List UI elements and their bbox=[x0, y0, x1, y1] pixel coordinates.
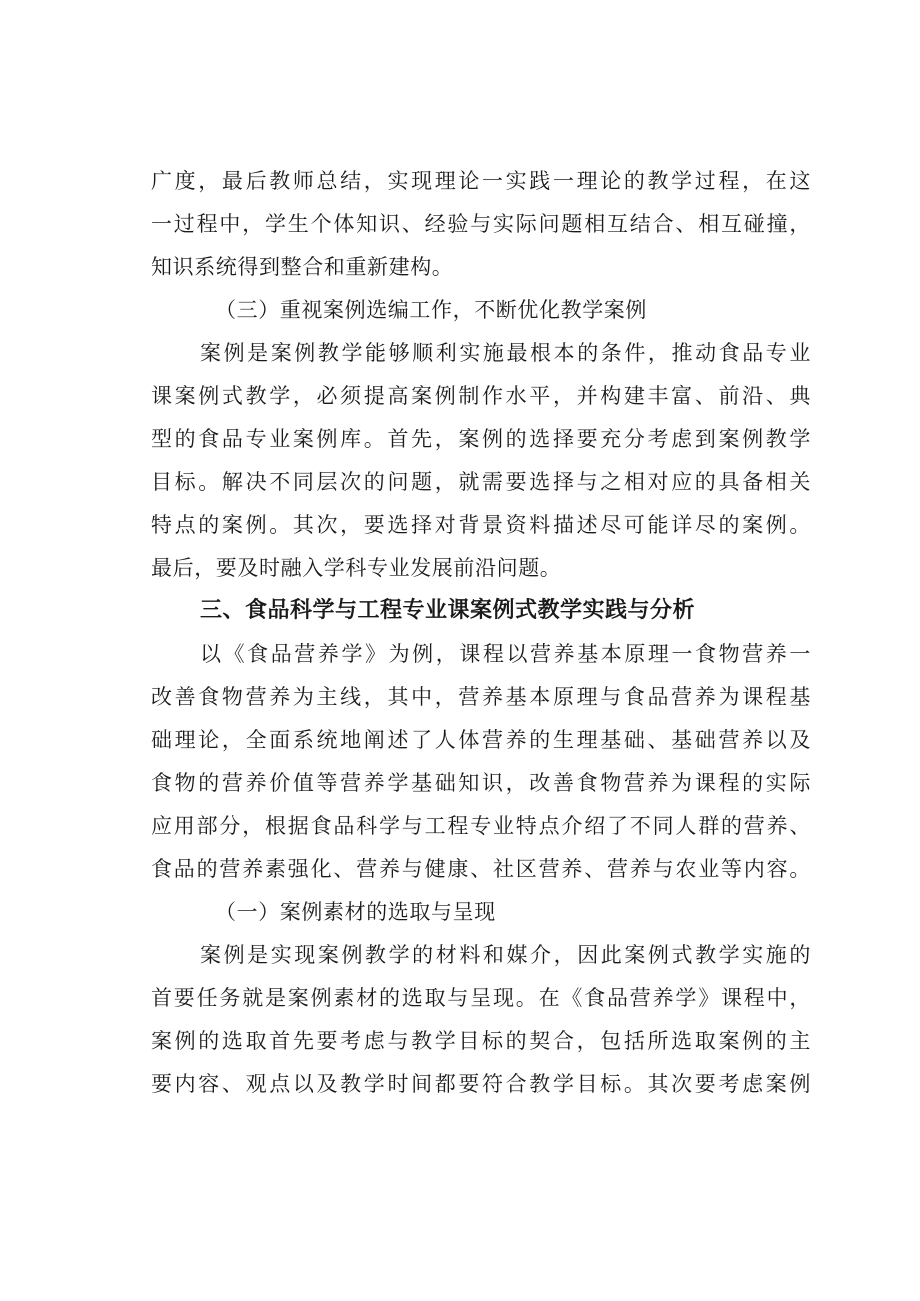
paragraph-1-line-2: 一过程中，学生个体知识、经验与实际问题相互结合、相互碰撞， bbox=[151, 212, 811, 236]
paragraph-2-line-4: 目标。解决不同层次的问题，就需要选择与之相对应的具备相关 bbox=[151, 470, 811, 494]
section-heading-3: 三、食品科学与工程专业课案例式教学实践与分析 bbox=[200, 598, 696, 623]
paragraph-3-line-5: 应用部分，根据食品科学与工程专业特点介绍了不同人群的营养、 bbox=[151, 814, 811, 838]
paragraph-4-line-3: 案例的选取首先要考虑与教学目标的契合，包括所选取案例的主 bbox=[151, 1029, 811, 1053]
subheading-1: （一）案例素材的选取与呈现 bbox=[215, 900, 496, 924]
paragraph-2-line-1: 案例是案例教学能够顺利实施最根本的条件，推动食品专业 bbox=[200, 341, 811, 365]
paragraph-1-line-1: 广度，最后教师总结，实现理论一实践一理论的教学过程，在这 bbox=[151, 169, 811, 193]
paragraph-3-line-6: 食品的营养素强化、营养与健康、社区营养、营养与农业等内容。 bbox=[151, 857, 811, 881]
paragraph-1-line-3: 知识系统得到整合和重新建构。 bbox=[151, 255, 454, 279]
paragraph-2-line-3: 型的食品专业案例库。首先，案例的选择要充分考虑到案例教学 bbox=[151, 427, 811, 451]
paragraph-3-line-1: 以《食品营养学》为例，课程以营养基本原理一食物营养一 bbox=[200, 642, 811, 666]
paragraph-2-line-2: 课案例式教学，必须提高案例制作水平，并构建丰富、前沿、典 bbox=[151, 384, 811, 408]
paragraph-3-line-3: 础理论，全面系统地阐述了人体营养的生理基础、基础营养以及 bbox=[151, 728, 811, 752]
subheading-3: （三）重视案例选编工作，不断优化教学案例 bbox=[215, 298, 647, 322]
paragraph-4-line-2: 首要任务就是案例素材的选取与呈现。在《食品营养学》课程中， bbox=[151, 986, 811, 1010]
paragraph-4-line-4: 要内容、观点以及教学时间都要符合教学目标。其次要考虑案例 bbox=[151, 1072, 811, 1096]
paragraph-4-line-1: 案例是实现案例教学的材料和媒介，因此案例式教学实施的 bbox=[200, 943, 811, 967]
paragraph-3-line-2: 改善食物营养为主线，其中，营养基本原理与食品营养为课程基 bbox=[151, 685, 811, 709]
paragraph-2-line-6: 最后，要及时融入学科专业发展前沿问题。 bbox=[151, 556, 562, 580]
paragraph-3-line-4: 食物的营养价值等营养学基础知识，改善食物营养为课程的实际 bbox=[151, 771, 811, 795]
paragraph-2-line-5: 特点的案例。其次，要选择对背景资料描述尽可能详尽的案例。 bbox=[151, 513, 811, 537]
